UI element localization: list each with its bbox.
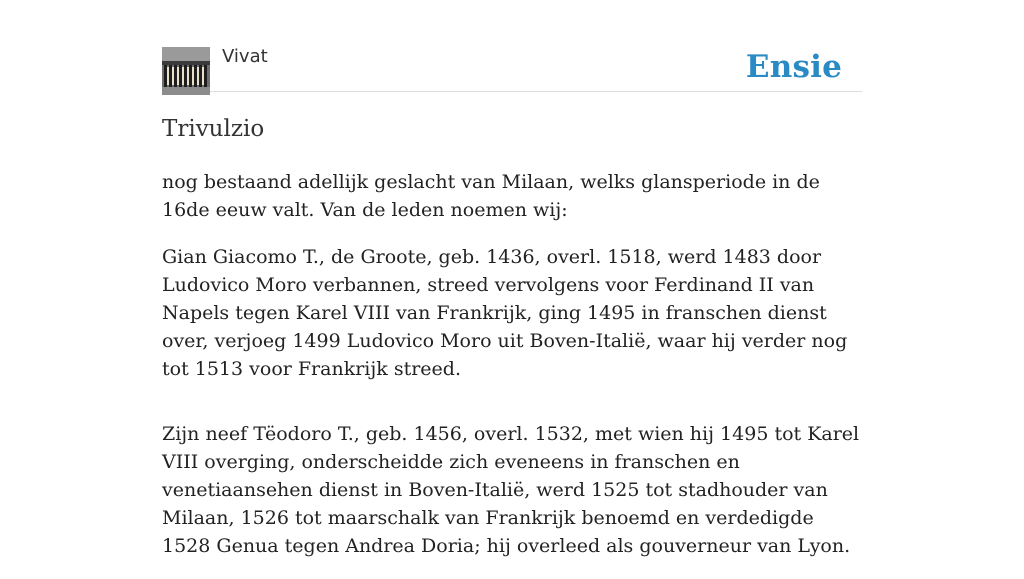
typewriter-icon [162, 47, 210, 95]
header [162, 0, 862, 92]
page-container [162, 0, 862, 557]
page-title: Trivulzio [162, 116, 265, 142]
avatar[interactable] [162, 47, 210, 95]
paragraph-gian-giacomo: Gian Giacomo T., de Groote, geb. 1436, overl. 1518, werd 1483 door Ludovico Moro verbannen, streed vervolgens voor Ferdinand II van Napels tegen Karel VIII van Frankrijk, ging 1495 in franschen dienst over, verjoeg 1499 Ludovico Moro uit Boven-Italië, waar hij verder nog tot 1513 voor Frankrijk streed. [162, 246, 848, 380]
author-name[interactable]: Vivat [222, 46, 268, 67]
brand-logo[interactable]: Ensie [745, 49, 842, 85]
paragraph-intro: nog bestaand adellijk geslacht van Milaan, welks glansperiode in de 16de eeuw valt. Van de leden noemen wij: [162, 171, 820, 221]
article-body [162, 168, 862, 579]
paragraph-teodoro: Zijn neef Tëodoro T., geb. 1456, overl. 1532, met wien hij 1495 tot Karel VIII overging, onderscheidde zich eveneens in franschen en venetiaansehen dienst in Boven-Italië, werd 1525 tot stadhouder van Milaan, 1526 tot maarschalk van Frankrijk benoemd en verdedigde 1528 Genua tegen Andrea Doria; hij overleed als gouverneur van Lyon. [162, 423, 860, 557]
